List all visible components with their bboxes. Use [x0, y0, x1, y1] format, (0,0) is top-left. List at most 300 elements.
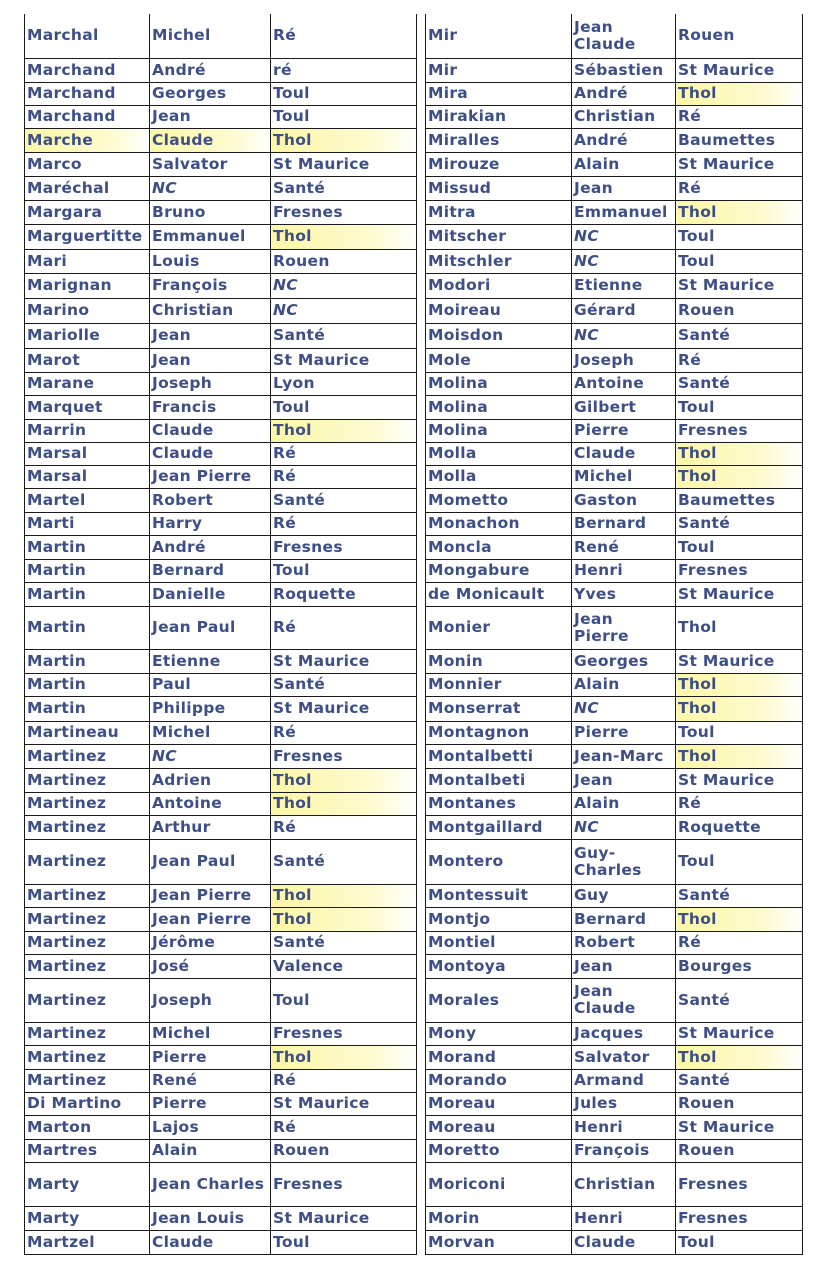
table-row [25, 744, 417, 768]
firstname-cell: Sébastien [572, 58, 676, 82]
location-cell: Santé [271, 839, 417, 884]
firstname-cell: Danielle [150, 582, 271, 606]
firstname-cell: Jean Pierre [572, 606, 676, 649]
location-cell: Thol [676, 1045, 803, 1069]
table-row [25, 1230, 417, 1254]
firstname-cell: Emmanuel [572, 200, 676, 224]
table-row [25, 176, 417, 200]
firstname-cell: Jérôme [150, 931, 271, 954]
table-row [426, 839, 803, 884]
location-cell: Fresnes [676, 419, 803, 442]
location-cell: Santé [271, 488, 417, 512]
location-cell: Fresnes [271, 1022, 417, 1045]
firstname-cell: Jean-Marc [572, 744, 676, 768]
surname-cell: Martinez [25, 931, 150, 954]
table-row [25, 792, 417, 815]
surname-cell: Mometto [426, 488, 572, 512]
surname-cell: Moncla [426, 535, 572, 559]
location-cell: St Maurice [271, 649, 417, 673]
firstname-cell: Jean Paul [150, 606, 271, 649]
surname-cell: Molina [426, 372, 572, 395]
table-row [426, 200, 803, 224]
firstname-cell: Emmanuel [150, 224, 271, 249]
table-row [426, 884, 803, 907]
table-row [25, 1139, 417, 1162]
firstname-cell: NC [572, 696, 676, 721]
location-cell: Thol [271, 884, 417, 907]
firstname-cell: Francis [150, 395, 271, 419]
table-row [426, 1230, 803, 1254]
surname-cell: Montanes [426, 792, 572, 815]
location-cell: Roquette [271, 582, 417, 606]
table-row [25, 907, 417, 931]
table-row [426, 535, 803, 559]
firstname-cell: Bernard [150, 559, 271, 582]
table-row [426, 249, 803, 273]
firstname-cell: José [150, 954, 271, 978]
table-row [25, 1092, 417, 1115]
table-row [25, 372, 417, 395]
surname-cell: Marchand [25, 105, 150, 128]
location-cell: Thol [271, 224, 417, 249]
table-row [426, 768, 803, 792]
location-cell: Fresnes [271, 535, 417, 559]
surname-cell: Marane [25, 372, 150, 395]
firstname-cell: Bruno [150, 200, 271, 224]
location-cell: Toul [271, 978, 417, 1022]
table-row [426, 907, 803, 931]
firstname-cell: Henri [572, 1115, 676, 1139]
table-row [25, 512, 417, 535]
firstname-cell: Bernard [572, 907, 676, 931]
firstname-cell: Georges [150, 82, 271, 105]
location-cell: Santé [271, 323, 417, 348]
location-cell: Thol [676, 200, 803, 224]
location-cell: St Maurice [271, 696, 417, 721]
table-row [426, 649, 803, 673]
firstname-cell: Jean [572, 768, 676, 792]
table-row [25, 249, 417, 273]
location-cell: Thol [271, 128, 417, 152]
table-row [426, 298, 803, 323]
surname-cell: Morando [426, 1069, 572, 1092]
location-cell: Rouen [676, 1092, 803, 1115]
table-row [426, 152, 803, 176]
surname-cell: Martin [25, 649, 150, 673]
surname-cell: Marsal [25, 442, 150, 465]
table-row [25, 978, 417, 1022]
surname-cell: Moisdon [426, 323, 572, 348]
table-row [25, 1115, 417, 1139]
table-row [25, 815, 417, 839]
table-row [426, 419, 803, 442]
surname-cell: Marrin [25, 419, 150, 442]
firstname-cell: NC [572, 815, 676, 839]
firstname-cell: Michel [150, 721, 271, 744]
firstname-cell: Gaston [572, 488, 676, 512]
surname-cell: Martinez [25, 1022, 150, 1045]
table-row [25, 298, 417, 323]
firstname-cell: Jean Pierre [150, 465, 271, 488]
surname-cell: Montero [426, 839, 572, 884]
surname-cell: Mirouze [426, 152, 572, 176]
surname-cell: Martzel [25, 1230, 150, 1254]
surname-cell: Monnier [426, 673, 572, 696]
firstname-cell: Christian [572, 105, 676, 128]
location-cell: Thol [676, 673, 803, 696]
firstname-cell: Armand [572, 1069, 676, 1092]
surname-cell: Di Martino [25, 1092, 150, 1115]
location-cell: Rouen [271, 249, 417, 273]
firstname-cell: André [150, 535, 271, 559]
table-row [25, 931, 417, 954]
table-row [426, 1206, 803, 1230]
firstname-cell: Alain [572, 792, 676, 815]
firstname-cell: NC [572, 224, 676, 249]
firstname-cell: Bernard [572, 512, 676, 535]
firstname-cell: Jean Pierre [150, 884, 271, 907]
table-row [25, 58, 417, 82]
surname-cell: Marino [25, 298, 150, 323]
location-cell: Toul [676, 395, 803, 419]
table-row [426, 372, 803, 395]
firstname-cell: NC [150, 176, 271, 200]
table-row [426, 1115, 803, 1139]
firstname-cell: Arthur [150, 815, 271, 839]
firstname-cell: Etienne [150, 649, 271, 673]
location-cell: Thol [271, 1045, 417, 1069]
location-cell: St Maurice [676, 582, 803, 606]
table-row [426, 323, 803, 348]
location-cell: Ré [676, 348, 803, 372]
firstname-cell: Jean Paul [150, 839, 271, 884]
surname-cell: Moireau [426, 298, 572, 323]
firstname-cell: Jean Claude [572, 14, 676, 58]
location-cell: Santé [676, 512, 803, 535]
location-cell: Thol [676, 465, 803, 488]
surname-cell: Martinez [25, 815, 150, 839]
location-cell: Toul [676, 1230, 803, 1254]
location-cell: Toul [271, 82, 417, 105]
location-cell: Ré [271, 606, 417, 649]
location-cell: Bourges [676, 954, 803, 978]
table-row [25, 582, 417, 606]
firstname-cell: Alain [150, 1139, 271, 1162]
surname-cell: Marguertitte [25, 224, 150, 249]
surname-cell: Molla [426, 442, 572, 465]
table-row [426, 348, 803, 372]
firstname-cell: Joseph [572, 348, 676, 372]
surname-cell: Marty [25, 1206, 150, 1230]
location-cell: Baumettes [676, 488, 803, 512]
surname-cell: Mir [426, 58, 572, 82]
firstname-cell: Henri [572, 559, 676, 582]
firstname-cell: Antoine [150, 792, 271, 815]
table-row [25, 152, 417, 176]
surname-cell: Marton [25, 1115, 150, 1139]
location-cell: NC [271, 298, 417, 323]
location-cell: Fresnes [676, 559, 803, 582]
table-row [426, 559, 803, 582]
table-row [426, 1045, 803, 1069]
table-row [426, 978, 803, 1022]
location-cell: Ré [676, 105, 803, 128]
location-cell: Thol [271, 792, 417, 815]
firstname-cell: Joseph [150, 978, 271, 1022]
surname-cell: Martinez [25, 954, 150, 978]
location-cell: St Maurice [676, 273, 803, 298]
surname-cell: Montjo [426, 907, 572, 931]
firstname-cell: Philippe [150, 696, 271, 721]
firstname-cell: Pierre [150, 1092, 271, 1115]
firstname-cell: Claude [150, 442, 271, 465]
firstname-cell: Alain [572, 152, 676, 176]
surname-cell: Martinez [25, 839, 150, 884]
table-row [426, 442, 803, 465]
table-row [426, 488, 803, 512]
surname-cell: Monin [426, 649, 572, 673]
firstname-cell: Etienne [572, 273, 676, 298]
table-row [25, 224, 417, 249]
surname-cell: Marquet [25, 395, 150, 419]
table-row [426, 815, 803, 839]
surname-cell: Moreau [426, 1115, 572, 1139]
table-row [25, 14, 417, 58]
table-row [25, 488, 417, 512]
surname-cell: Martinez [25, 768, 150, 792]
location-cell: Toul [271, 559, 417, 582]
table-row [426, 582, 803, 606]
firstname-cell: André [150, 58, 271, 82]
surname-cell: Mari [25, 249, 150, 273]
location-cell: Ré [271, 465, 417, 488]
table-row [25, 82, 417, 105]
firstname-cell: Robert [150, 488, 271, 512]
location-cell: Ré [271, 815, 417, 839]
surname-cell: Morales [426, 978, 572, 1022]
surname-cell: Martineau [25, 721, 150, 744]
table-row [426, 931, 803, 954]
location-cell: Thol [676, 606, 803, 649]
firstname-cell: Lajos [150, 1115, 271, 1139]
table-row [426, 224, 803, 249]
surname-cell: Margara [25, 200, 150, 224]
firstname-cell: Salvator [150, 152, 271, 176]
firstname-cell: Joseph [150, 372, 271, 395]
table-row [426, 465, 803, 488]
surname-cell: Marche [25, 128, 150, 152]
table-row [426, 1139, 803, 1162]
location-cell: St Maurice [271, 1206, 417, 1230]
firstname-cell: André [572, 82, 676, 105]
surname-cell: Mir [426, 14, 572, 58]
firstname-cell: Michel [572, 465, 676, 488]
location-cell: Santé [676, 978, 803, 1022]
table-row [426, 1022, 803, 1045]
location-cell: Ré [676, 931, 803, 954]
firstname-cell: Jules [572, 1092, 676, 1115]
surname-cell: Martin [25, 535, 150, 559]
location-cell: Rouen [676, 1139, 803, 1162]
location-cell: Toul [271, 395, 417, 419]
table-row [25, 419, 417, 442]
location-cell: Santé [271, 673, 417, 696]
location-cell: St Maurice [676, 58, 803, 82]
table-row [426, 744, 803, 768]
surname-cell: Monier [426, 606, 572, 649]
table-row [25, 1069, 417, 1092]
location-cell: Fresnes [676, 1162, 803, 1206]
surname-cell: Maréchal [25, 176, 150, 200]
table-row [25, 954, 417, 978]
firstname-cell: Claude [150, 1230, 271, 1254]
location-cell: Thol [271, 907, 417, 931]
firstname-cell: Michel [150, 14, 271, 58]
table-row [25, 768, 417, 792]
surname-cell: Marchand [25, 82, 150, 105]
surname-cell: Montoya [426, 954, 572, 978]
table-row [25, 559, 417, 582]
surname-cell: Mirakian [426, 105, 572, 128]
surname-cell: Mira [426, 82, 572, 105]
table-row [25, 1022, 417, 1045]
location-cell: Fresnes [676, 1206, 803, 1230]
firstname-cell: Yves [572, 582, 676, 606]
table-row [25, 128, 417, 152]
firstname-cell: Alain [572, 673, 676, 696]
firstname-cell: Jean [150, 105, 271, 128]
location-cell: Ré [271, 14, 417, 58]
left-name-table [24, 14, 417, 1255]
location-cell: St Maurice [676, 649, 803, 673]
table-row [25, 348, 417, 372]
location-cell: Toul [676, 721, 803, 744]
firstname-cell: Jean [150, 323, 271, 348]
location-cell: Santé [676, 372, 803, 395]
surname-cell: Morvan [426, 1230, 572, 1254]
table-row [25, 839, 417, 884]
table-row [25, 721, 417, 744]
location-cell: St Maurice [271, 1092, 417, 1115]
table-row [426, 82, 803, 105]
surname-cell: Montessuit [426, 884, 572, 907]
table-row [426, 696, 803, 721]
firstname-cell: François [150, 273, 271, 298]
firstname-cell: Jean [572, 176, 676, 200]
table-row [25, 465, 417, 488]
surname-cell: Mitscher [426, 224, 572, 249]
surname-cell: Marty [25, 1162, 150, 1206]
location-cell: St Maurice [676, 1022, 803, 1045]
location-cell: Roquette [676, 815, 803, 839]
firstname-cell: Pierre [572, 419, 676, 442]
right-name-table [425, 14, 803, 1255]
table-row [25, 200, 417, 224]
table-row [426, 58, 803, 82]
location-cell: Fresnes [271, 1162, 417, 1206]
surname-cell: Montalbetti [426, 744, 572, 768]
firstname-cell: Louis [150, 249, 271, 273]
table-row [426, 954, 803, 978]
location-cell: Baumettes [676, 128, 803, 152]
table-row [426, 1069, 803, 1092]
surname-cell: Marsal [25, 465, 150, 488]
surname-cell: Missud [426, 176, 572, 200]
surname-cell: Molla [426, 465, 572, 488]
table-row [426, 1162, 803, 1206]
surname-cell: Martinez [25, 907, 150, 931]
table-row [25, 606, 417, 649]
firstname-cell: Jean Pierre [150, 907, 271, 931]
table-row [426, 14, 803, 58]
table-row [426, 792, 803, 815]
firstname-cell: Claude [572, 442, 676, 465]
table-row [426, 105, 803, 128]
location-cell: St Maurice [676, 768, 803, 792]
surname-cell: Martinez [25, 1069, 150, 1092]
surname-cell: Marignan [25, 273, 150, 298]
surname-cell: Marot [25, 348, 150, 372]
table-row [25, 1162, 417, 1206]
table-row [25, 273, 417, 298]
firstname-cell: Paul [150, 673, 271, 696]
firstname-cell: Georges [572, 649, 676, 673]
location-cell: Thol [676, 442, 803, 465]
firstname-cell: NC [150, 744, 271, 768]
location-cell: Thol [271, 419, 417, 442]
surname-cell: Miralles [426, 128, 572, 152]
table-row [25, 696, 417, 721]
location-cell: Santé [676, 884, 803, 907]
surname-cell: Martin [25, 606, 150, 649]
location-cell: St Maurice [676, 1115, 803, 1139]
table-row [25, 673, 417, 696]
location-cell: Thol [676, 744, 803, 768]
firstname-cell: André [572, 128, 676, 152]
location-cell: Toul [676, 839, 803, 884]
location-cell: Fresnes [271, 744, 417, 768]
firstname-cell: NC [572, 323, 676, 348]
surname-cell: Martin [25, 696, 150, 721]
location-cell: Thol [271, 768, 417, 792]
table-row [426, 1092, 803, 1115]
surname-cell: Mole [426, 348, 572, 372]
table-row [25, 323, 417, 348]
surname-cell: Martin [25, 582, 150, 606]
location-cell: Ré [676, 792, 803, 815]
surname-cell: Marco [25, 152, 150, 176]
table-row [25, 884, 417, 907]
firstname-cell: Christian [572, 1162, 676, 1206]
surname-cell: Montalbeti [426, 768, 572, 792]
firstname-cell: Christian [150, 298, 271, 323]
location-cell: St Maurice [676, 152, 803, 176]
firstname-cell: Gilbert [572, 395, 676, 419]
location-cell: Rouen [676, 14, 803, 58]
surname-cell: Martinez [25, 744, 150, 768]
surname-cell: Modori [426, 273, 572, 298]
location-cell: Toul [271, 1230, 417, 1254]
location-cell: Toul [676, 249, 803, 273]
firstname-cell: Henri [572, 1206, 676, 1230]
surname-cell: Mariolle [25, 323, 150, 348]
surname-cell: Montiel [426, 931, 572, 954]
firstname-cell: Guy-Charles [572, 839, 676, 884]
firstname-cell: Adrien [150, 768, 271, 792]
surname-cell: Marchand [25, 58, 150, 82]
firstname-cell: Harry [150, 512, 271, 535]
location-cell: Thol [676, 696, 803, 721]
